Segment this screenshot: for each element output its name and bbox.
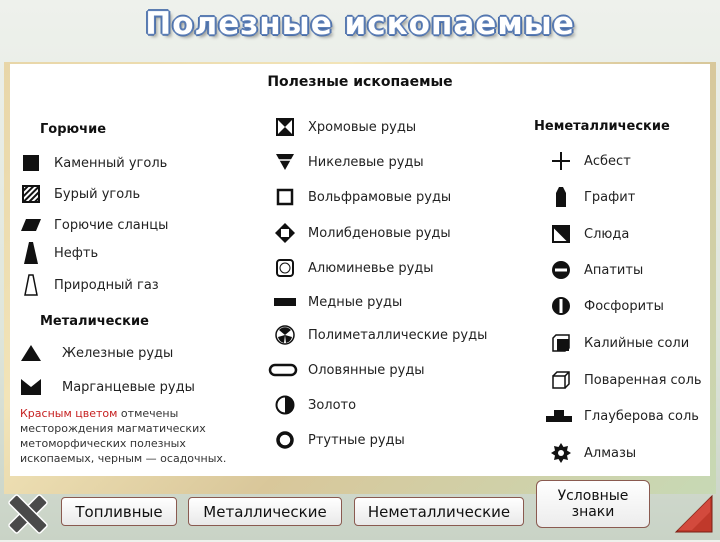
legend-item-coal: Каменный уголь	[20, 152, 167, 174]
panel-title: Полезные ископаемые	[267, 74, 453, 90]
legend-item-tungsten-ore: Вольфрамовые руды	[274, 186, 451, 208]
metal-button[interactable]: Металлические	[188, 497, 342, 526]
category-metal: Металические	[40, 314, 149, 329]
asbestos-icon	[550, 150, 572, 172]
legend-note: Красным цветом отмечены месторождения магматических метоморфических полезных ископаемых, черным — осадочных.	[20, 407, 227, 465]
coal-icon	[20, 152, 42, 174]
legend-item-molybdenum-ore: Молибденовые руды	[274, 222, 451, 244]
legend-item-potash-salt: Калийные соли	[550, 332, 689, 354]
legend-item-polymetal-ore: Полиметаллические руды	[274, 324, 487, 346]
nickel-ore-icon	[274, 151, 296, 173]
arrow-next-icon[interactable]	[672, 492, 716, 536]
apatite-icon	[550, 259, 572, 281]
slide-title: Полезные ископаемые	[145, 6, 575, 42]
close-x-icon[interactable]	[4, 490, 52, 538]
legend-item-graphite: Графит	[550, 186, 635, 208]
legend-item-nickel-ore: Никелевые руды	[274, 151, 424, 173]
oil-icon	[20, 242, 42, 264]
oil-shale-icon	[20, 214, 42, 236]
legend-item-natural-gas: Природный газ	[20, 274, 159, 296]
copper-ore-icon	[274, 291, 296, 313]
glauber-salt-icon	[546, 405, 572, 427]
diamond-icon	[550, 442, 572, 464]
category-nonmetal: Неметаллические	[534, 119, 670, 134]
legend-item-copper-ore: Медные руды	[274, 291, 402, 313]
mercury-ore-icon	[274, 429, 296, 451]
mica-icon	[550, 223, 572, 245]
legend-item-glauber-salt: Глауберова соль	[546, 405, 699, 427]
fuel-button[interactable]: Топливные	[61, 497, 177, 526]
category-fuel: Горючие	[40, 122, 107, 137]
brown-coal-icon	[20, 183, 42, 205]
legend-panel	[10, 64, 710, 476]
legend-item-aluminum-ore: Алюминевье руды	[274, 257, 434, 279]
manganese-ore-icon	[20, 376, 42, 398]
legend-item-diamonds: Алмазы	[550, 442, 636, 464]
legend-item-tin-ore: Оловянные руды	[268, 359, 425, 381]
legend-item-manganese-ore: Марганцевые руды	[20, 376, 195, 398]
legend-item-brown-coal: Бурый уголь	[20, 183, 140, 205]
legend-item-phosphorite: Фосфориты	[550, 295, 664, 317]
legend-item-asbestos: Асбест	[550, 150, 631, 172]
molybdenum-ore-icon	[274, 222, 296, 244]
legend-item-table-salt: Поваренная соль	[550, 369, 702, 391]
chrome-ore-icon	[274, 116, 296, 138]
tungsten-ore-icon	[274, 186, 296, 208]
natural-gas-icon	[20, 274, 42, 296]
aluminum-ore-icon	[274, 257, 296, 279]
tin-ore-icon	[268, 359, 298, 381]
potash-salt-icon	[550, 332, 572, 354]
nonmetal-button[interactable]: Неметаллические	[354, 497, 524, 526]
graphite-icon	[550, 186, 572, 208]
phosphorite-icon	[550, 295, 572, 317]
table-salt-icon	[550, 369, 572, 391]
legend-item-gold: Золото	[274, 394, 356, 416]
legend-item-apatite: Апатиты	[550, 259, 643, 281]
legend-item-iron-ore: Железные руды	[20, 342, 173, 364]
polymetal-ore-icon	[274, 324, 296, 346]
legend-item-oil: Нефть	[20, 242, 98, 264]
gold-icon	[274, 394, 296, 416]
legend-item-chrome-ore: Хромовые руды	[274, 116, 416, 138]
legend-item-oil-shale: Горючие сланцы	[20, 214, 168, 236]
legend-button[interactable]: Условные знаки	[536, 480, 650, 528]
legend-item-mica: Слюда	[550, 223, 629, 245]
iron-ore-icon	[20, 342, 42, 364]
legend-item-mercury-ore: Ртутные руды	[274, 429, 405, 451]
